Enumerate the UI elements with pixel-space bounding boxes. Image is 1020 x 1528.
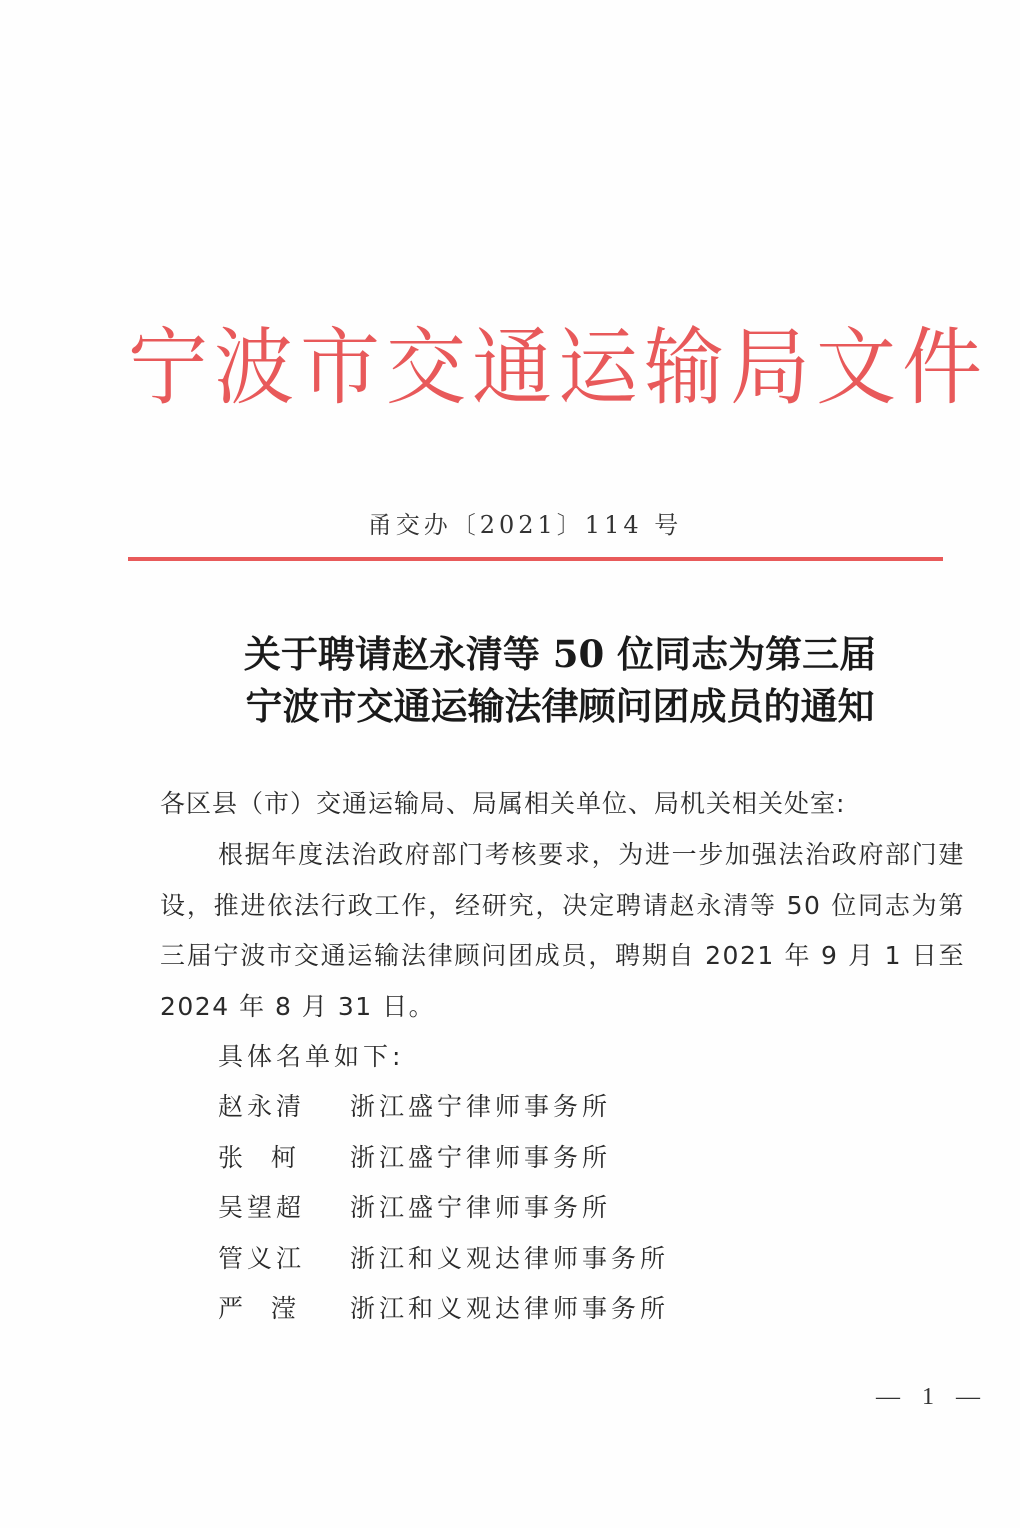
main-paragraph: 根据年度法治政府部门考核要求，为进一步加强法治政府部门建设，推进依法行政工作，经研究，决定聘请赵永清等 50 位同志为第三届宁波市交通运输法律顾问团成员，聘期自 2021 年 9 月 1 日至 2024 年 8 月 31 日。 bbox=[160, 840, 965, 1021]
member-firm: 浙江盛宁律师事务所 bbox=[350, 1092, 612, 1121]
document-title-line-1: 关于聘请赵永清等 50 位同志为第三届 bbox=[243, 632, 877, 676]
list-item bbox=[218, 1183, 669, 1234]
list-item bbox=[218, 1234, 669, 1285]
member-name: 吴望超 bbox=[218, 1193, 306, 1222]
document-title-line-2: 宁波市交通运输法律顾问团成员的通知 bbox=[245, 684, 875, 728]
list-intro: 具体名单如下: bbox=[218, 1042, 405, 1071]
document-masthead: 宁波市交通运输局文件 bbox=[128, 318, 988, 417]
document-number: 甬交办〔2021〕114 号 bbox=[367, 511, 683, 539]
list-item bbox=[218, 1133, 669, 1184]
member-firm: 浙江和义观达律师事务所 bbox=[350, 1243, 670, 1273]
red-divider-line bbox=[128, 557, 943, 561]
main-paragraph-container bbox=[160, 830, 965, 1032]
list-item bbox=[218, 1082, 669, 1133]
member-name: 严 滢 bbox=[218, 1294, 300, 1323]
member-firm: 浙江盛宁律师事务所 bbox=[350, 1193, 612, 1222]
member-name: 张 柯 bbox=[218, 1142, 300, 1172]
member-name: 赵永清 bbox=[218, 1092, 306, 1121]
member-firm: 浙江盛宁律师事务所 bbox=[350, 1142, 612, 1172]
member-list bbox=[218, 1082, 669, 1335]
list-item bbox=[218, 1284, 669, 1335]
member-firm: 浙江和义观达律师事务所 bbox=[350, 1294, 670, 1323]
page-number: — 1 — bbox=[876, 1384, 988, 1410]
salutation: 各区县（市）交通运输局、局属相关单位、局机关相关处室: bbox=[160, 789, 846, 818]
member-name: 管义江 bbox=[218, 1243, 306, 1273]
